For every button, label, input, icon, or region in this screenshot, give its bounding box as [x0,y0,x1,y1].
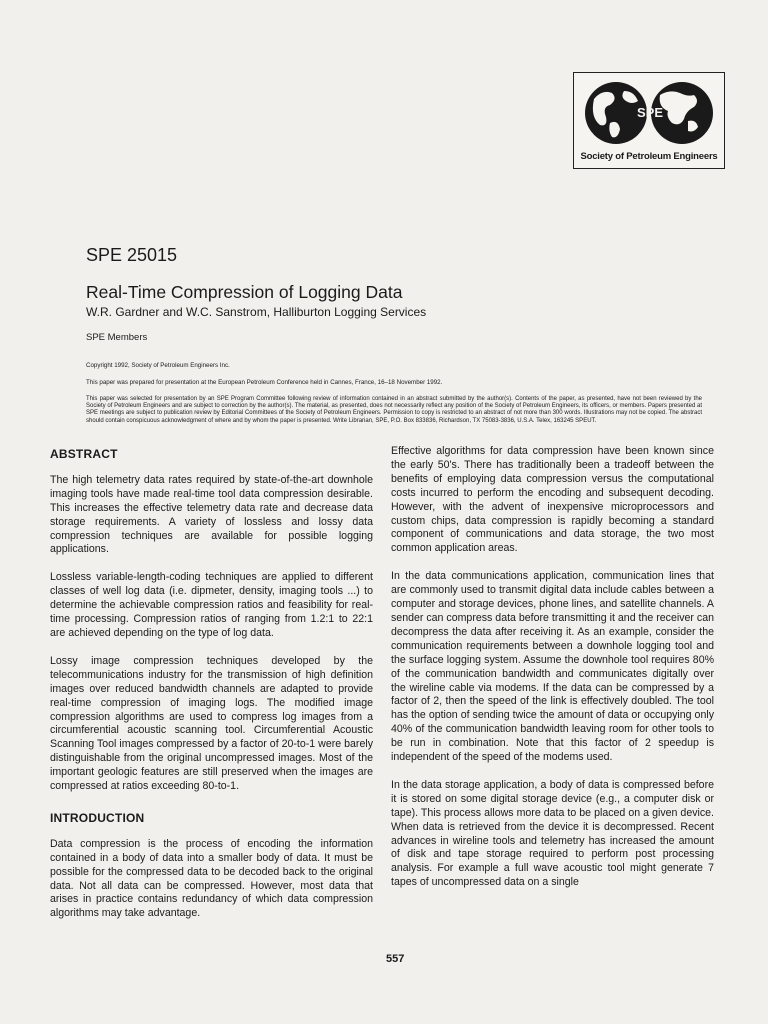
org-name: Society of Petroleum Engineers [580,151,718,162]
introduction-heading: INTRODUCTION [50,810,145,825]
body-paragraph: Effective algorithms for data compression have been known since the early 50's. There has traditionally been a tradeoff between the benefits of employing data compression versus the computational costs incurred to perform the encoding and subsequent decoding. However, with the advent of inexpensive microprocessors and custom chips, data compression is rapidly becoming a standard component of communications and data storage, the two most common application areas. [391,445,714,555]
spe-logo [573,72,725,169]
body-paragraph: In the data storage application, a body of data is compressed before it is stored on some digital storage device (e.g., a computer disk or tape). This process allows more data to be placed on a given device. When data is retrieved from the device it is decompressed. Recent advances in wireline tools and telemetry has increased the amount of disk and tape storage required to perform post processing analysis. For example a full wave acoustic tool might generate 7 tapes of uncompressed data on a single [391,778,714,889]
spe-members-note: SPE Members [86,332,148,343]
abstract-paragraph: Lossless variable-length-coding techniques are applied to different classes of well log data (i.e. dipmeter, density, imaging tools ...) to determine the achievable compression ratios and feasibility for real-time processing. Compression ratios of ranging from 1.2:1 to 22:1 are achieved depending on the type of log data. [50,571,373,639]
authors: W.R. Gardner and W.C. Sanstrom, Halliburton Logging Services [86,305,427,319]
prepared-notice: This paper was prepared for presentation at the European Petroleum Conference held in Cannes, France, 16–18 November 1992. [86,379,443,386]
paper-number: SPE 25015 [86,245,178,265]
globe-logo-icon [580,77,718,149]
abstract-paragraph: The high telemetry data rates required by state-of-the-art downhole imaging tools have made real-time tool data compression desirable. This increases the effective telemetry data rate and decrease data storage requirements. A variety of lossless and lossy data compression techniques are available for possible logging applications. [50,473,373,556]
right-column [391,445,714,904]
page-number: 557 [386,953,405,965]
paper-title: Real-Time Compression of Logging Data [86,282,403,302]
introduction-paragraph: Data compression is the process of encoding the information contained in a body of data into a smaller body of data. It must be possible for the compressed data to be decoded back to the original data. Not all data can be compressed. However, most data that arises in practice contains redundancy of which data compression algorithms may take advantage. [50,837,373,920]
logo-text: SPE [637,105,664,120]
abstract-heading: ABSTRACT [50,447,118,461]
left-column [50,448,373,935]
selection-notice: This paper was selected for presentation by an SPE Program Committee following review of information contained in an abstract submitted by the author(s). Contents of the paper, as presented, have not been reviewed by the Society of Petroleum Engineers and are subject to correction by the author(s). The material, as presented, does not necessarily reflect any position of the Society of Petroleum Engineers, its officers, or members. Papers presented at SPE meetings are subject to publication review by Editorial Committees of the Society of Petroleum Engineers. Permission to copy is restricted to an abstract of not more than 300 words. Illustrations may not be copied. The abstract should contain conspicuous acknowledgment of where and by whom the paper is presented. Write Librarian, SPE, P.O. Box 833836, Richardson, TX 75083-3836, U.S.A. Telex, 163245 SPEUT. [86,396,702,424]
copyright-notice: Copyright 1992, Society of Petroleum Engineers Inc. [86,362,230,369]
body-paragraph: In the data communications application, communication lines that are commonly used to transmit digital data include cables between a computer and storage devices, phone lines, and satellite channels. A sender can compress data before transmitting it and the receiver can decompress the data after receiving it. As an example, consider the communication requirements between a downhole logging tool and the surface logging system. Assume the downhole tool requires 80% of the communication bandwidth and communicates digitally over the wireline cable via modems. If the data can be compressed by a factor of 2, then the speed of the link is effectively doubled. The tool has the option of sending twice the amount of data or occupying only 40% of the communication bandwidth leaving room for other tools to be run in combination. Note that this factor of 2 speedup is independent of the speed of the modems used. [391,570,714,764]
abstract-paragraph: Lossy image compression techniques developed by the telecommunications industry for the transmission of high definition images over reduced bandwidth channels are adapted to provide real-time compression of imaging logs. The modified image compression algorithms are used to compress log images from a circumferential acoustic scanning tool. Circumferential Acoustic Scanning Tool images compressed by a factor of 20-to-1 were barely distinguishable from the original uncompressed images. Most of the important geologic features are still preserved when the images are compressed at ratios exceeding 80-to-1. [50,654,373,793]
